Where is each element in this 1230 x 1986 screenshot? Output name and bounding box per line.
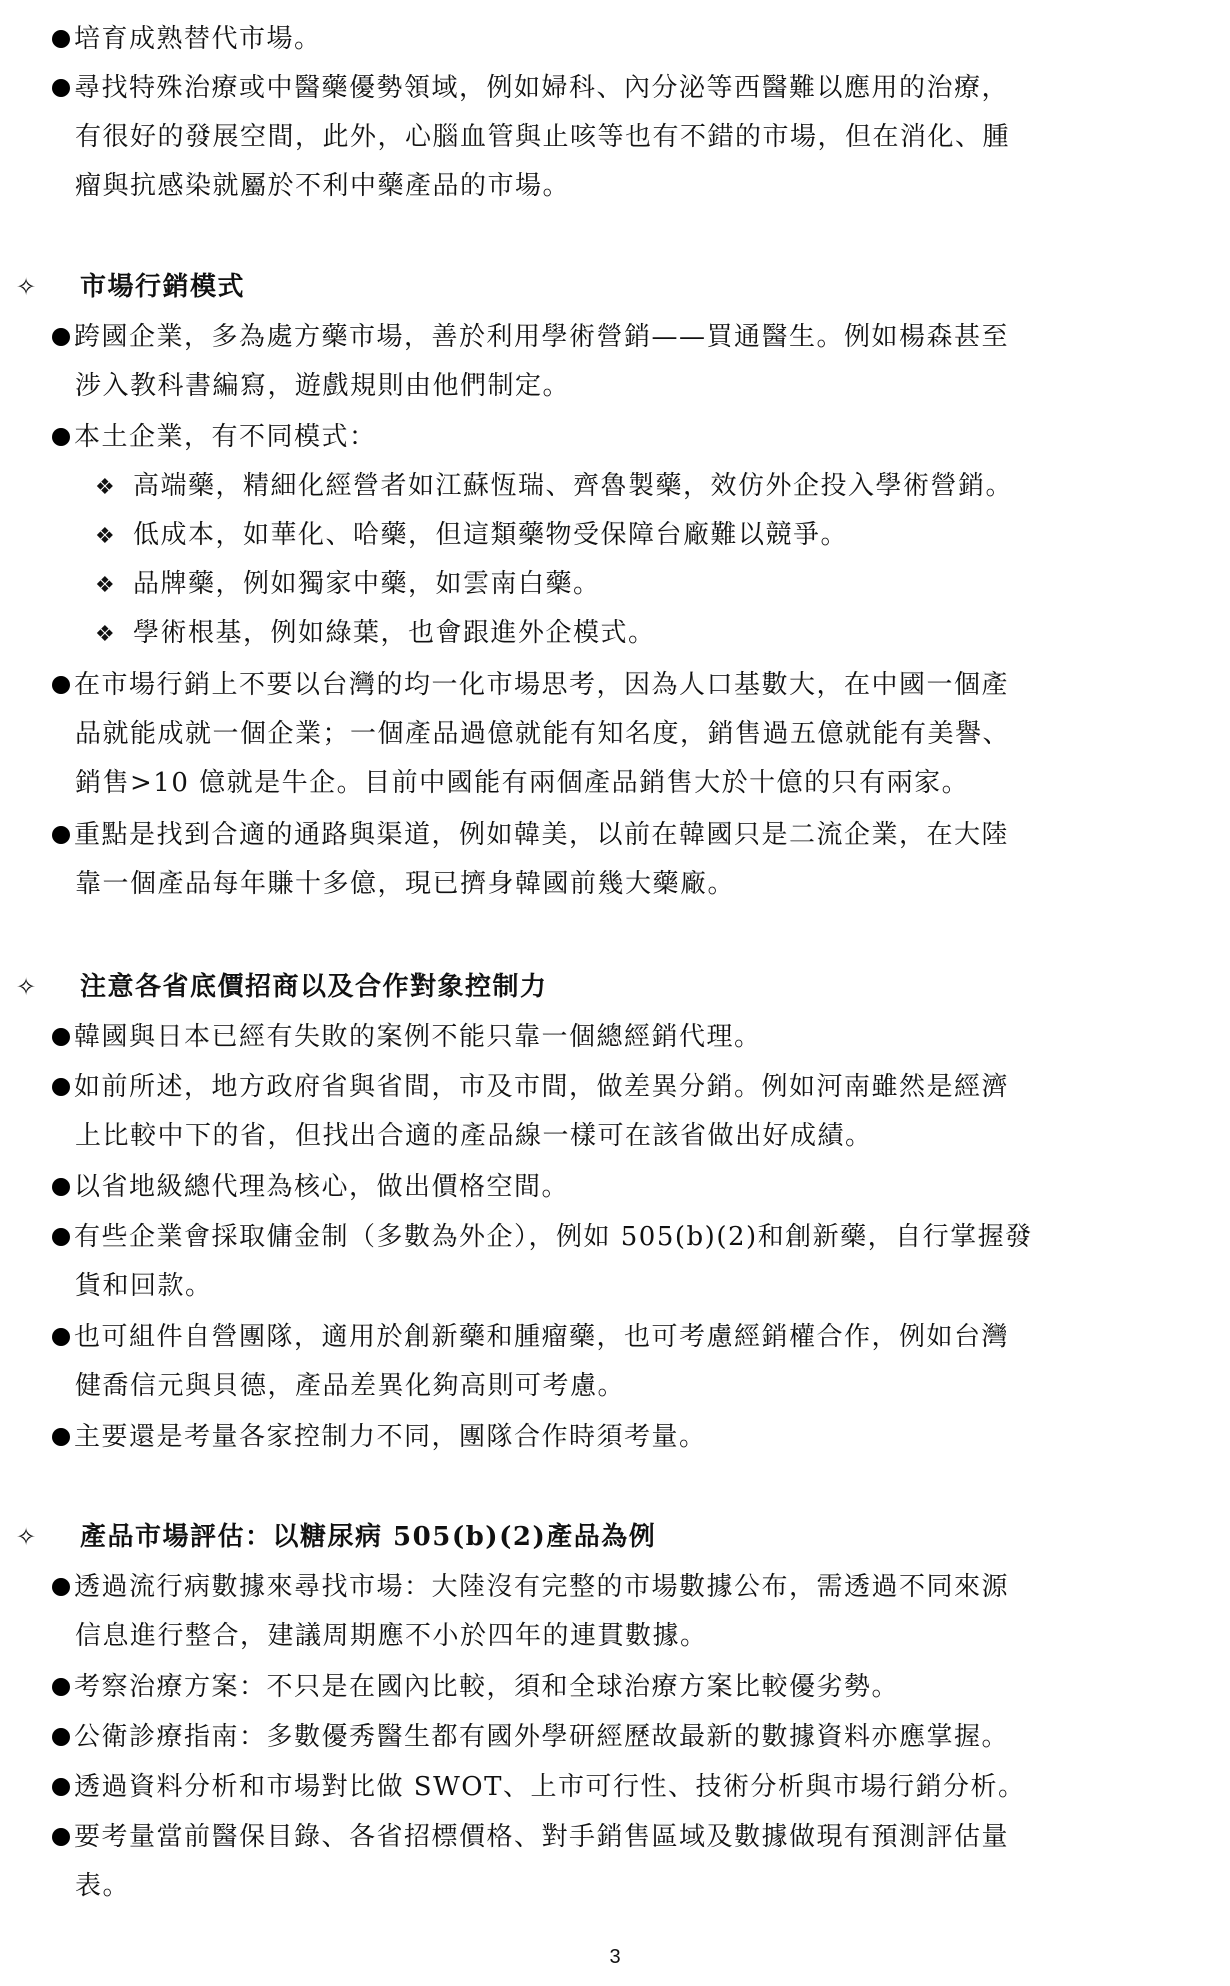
continuation-line: 上比較中下的省，但找出合適的產品線一樣可在該省做出好成績。 <box>75 1121 873 1151</box>
continuation-line: 表。 <box>75 1871 131 1901</box>
document-page: 培育成熟替代市場。 尋找特殊治療或中醫藥優勢領域，例如婦科、內分泌等西醫難以應用的治療， 有很好的發展空間，此外，心腦血管與止咳等也有不錯的市場，但在消化、腫 瘤與抗感染就屬於不利中藥產品的市場。 ✧ 市場行銷模式 跨國企業，多為處方藥市場，善於利用學術營銷——買通醫生。例如楊森甚至 涉入教科書編寫，遊戲規則由他們制定。 本土企業，有不同模式： ❖ 高端藥，精細化經營者如江蘇恆瑞、齊魯製藥，效仿外企投入學術營銷。 ❖ 低成本，如華化、哈藥，但這類藥物受保障台廠難以競爭。 ❖ 品牌藥，例如獨家中藥，如雲南白藥。 ❖ 學術根基，例如綠葉，也會跟進外企模式。 在市場行銷上不要以台灣的均一化市場思考，因為人口基數大，在中國一個產 品就能成就一個企業；一個產品過億就能有知名度，銷售過五億就能有美譽、 銷售>10 億就是牛企。目前中國能有兩個產品銷售大於十億的只有兩家。 重點是找到合適的通路與渠道，例如韓美，以前在韓國只是二流企業，在大陸 靠一個產品每年賺十多億，現已擠身韓國前幾大藥廠。 ✧ 注意各省底價招商以及合作對象控制力 韓國與日本已經有失敗的案例不能只靠一個總經銷代理。 如前所述，地方政府省與省間，市及市間，做差異分銷。例如河南雖然是經濟 上比較中下的省，但找出合適的產品線一樣可在該省做出好成績。 以省地級總代理為核心，做出價格空間。 有些企業會採取傭金制（多數為外企），例如 505(b)(2)和創新藥，自行掌握發 貨和回款。 也可組件自營團隊，適用於創新藥和腫瘤藥，也可考慮經銷權合作，例如台灣 健喬信元與貝德，產品差異化夠高則可考慮。 主要還是考量各家控制力不同，團隊合作時須考量。 ✧ 產品市場評估：以糖尿病 505(b)(2)產品為例 透過流行病數據來尋找市場：大陸沒有完整的市場數據公布，需透過不同來源 信息進行整合，建議周期應不小於四年的連貫數據。 考察治療方案：不只是在國內比較，須和全球治療方案比較優劣勢。 公衛診療指南：多數優秀醫生都有國外學研經歷故最新的數據資料亦應掌握。 透過資料分析和市場對比做 SWOT、上市可行性、技術分析與市場行銷分析。 要考量當前醫保目錄、各省招標價格、對手銷售區域及數據做現有預測評估量 表。 3 <box>0 0 1230 1986</box>
continuation-line: 銷售>10 億就是牛企。目前中國能有兩個產品銷售大於十億的只有兩家。 <box>75 768 970 798</box>
bullet-item: 主要還是考量各家控制力不同，團隊合作時須考量。 <box>52 1420 1230 1454</box>
bullet-item: 公衛診療指南：多數優秀醫生都有國外學研經歷故最新的數據資料亦應掌握。 <box>52 1720 1230 1754</box>
continuation-line: 品就能成就一個企業；一個產品過億就能有知名度，銷售過五億就能有美譽、 <box>75 719 1011 749</box>
bullet-icon <box>52 1728 70 1746</box>
bullet-item: 尋找特殊治療或中醫藥優勢領域，例如婦科、內分泌等西醫難以應用的治療， <box>52 71 1230 105</box>
star-icon: ✧ <box>16 1523 38 1551</box>
bullet-icon <box>52 1328 70 1346</box>
bullet-item: 以省地級總代理為核心，做出價格空間。 <box>52 1170 1230 1204</box>
bullet-icon <box>52 1578 70 1596</box>
bullet-icon <box>52 1828 70 1846</box>
continuation-line: 貨和回款。 <box>75 1271 213 1301</box>
diamond-ornament-icon: ❖ <box>95 475 117 500</box>
bullet-item: 也可組件自營團隊，適用於創新藥和腫瘤藥，也可考慮經銷權合作，例如台灣 <box>52 1320 1230 1354</box>
bullet-icon <box>52 30 70 48</box>
bullet-item: 跨國企業，多為處方藥市場，善於利用學術營銷——買通醫生。例如楊森甚至 <box>52 320 1230 354</box>
continuation-line: 靠一個產品每年賺十多億，現已擠身韓國前幾大藥廠。 <box>75 869 736 899</box>
bullet-item: 透過流行病數據來尋找市場：大陸沒有完整的市場數據公布，需透過不同來源 <box>52 1570 1230 1604</box>
bullet-item: 重點是找到合適的通路與渠道，例如韓美，以前在韓國只是二流企業，在大陸 <box>52 818 1230 852</box>
continuation-line: 有很好的發展空間，此外，心腦血管與止咳等也有不錯的市場，但在消化、腫 <box>75 122 1011 152</box>
continuation-line: 信息進行整合，建議周期應不小於四年的連貫數據。 <box>75 1621 708 1651</box>
bullet-item: 韓國與日本已經有失敗的案例不能只靠一個總經銷代理。 <box>52 1020 1230 1054</box>
bullet-icon <box>52 428 70 446</box>
continuation-line: 瘤與抗感染就屬於不利中藥產品的市場。 <box>75 171 571 201</box>
bullet-item: 本土企業，有不同模式： <box>52 420 1230 454</box>
bullet-icon <box>52 1178 70 1196</box>
bullet-icon <box>52 1678 70 1696</box>
sub-bullet-item: ❖ 高端藥，精細化經營者如江蘇恆瑞、齊魯製藥，效仿外企投入學術營銷。 <box>95 469 1230 505</box>
page-number: 3 <box>609 1946 621 1968</box>
bullet-icon <box>52 1078 70 1096</box>
continuation-line: 健喬信元與貝德，產品差異化夠高則可考慮。 <box>75 1371 626 1401</box>
bullet-icon <box>52 1028 70 1046</box>
bullet-item: 在市場行銷上不要以台灣的均一化市場思考，因為人口基數大，在中國一個產 <box>52 668 1230 702</box>
bullet-icon <box>52 328 70 346</box>
diamond-ornament-icon: ❖ <box>95 524 117 549</box>
sub-bullet-item: ❖ 學術根基，例如綠葉，也會跟進外企模式。 <box>95 616 1230 652</box>
bullet-icon <box>52 826 70 844</box>
continuation-line: 涉入教科書編寫，遊戲規則由他們制定。 <box>75 371 571 401</box>
sub-bullet-item: ❖ 品牌藥，例如獨家中藥，如雲南白藥。 <box>95 567 1230 603</box>
diamond-ornament-icon: ❖ <box>95 573 117 598</box>
bullet-icon <box>52 1428 70 1446</box>
bullet-icon <box>52 1228 70 1246</box>
bullet-item: 培育成熟替代市場。 <box>52 22 1230 56</box>
star-icon: ✧ <box>16 973 38 1001</box>
sub-bullet-item: ❖ 低成本，如華化、哈藥，但這類藥物受保障台廠難以競爭。 <box>95 518 1230 554</box>
bullet-item: 考察治療方案：不只是在國內比較，須和全球治療方案比較優劣勢。 <box>52 1670 1230 1704</box>
bullet-item: 透過資料分析和市場對比做 SWOT、上市可行性、技術分析與市場行銷分析。 <box>52 1770 1230 1804</box>
bullet-item: 要考量當前醫保目錄、各省招標價格、對手銷售區域及數據做現有預測評估量 <box>52 1820 1230 1854</box>
bullet-icon <box>52 79 70 97</box>
diamond-ornament-icon: ❖ <box>95 622 117 647</box>
bullet-item: 有些企業會採取傭金制（多數為外企），例如 505(b)(2)和創新藥，自行掌握發 <box>52 1220 1230 1254</box>
bullet-icon <box>52 1778 70 1796</box>
bullet-icon <box>52 676 70 694</box>
bullet-item: 如前所述，地方政府省與省間，市及市間，做差異分銷。例如河南雖然是經濟 <box>52 1070 1230 1104</box>
star-icon: ✧ <box>16 273 38 301</box>
